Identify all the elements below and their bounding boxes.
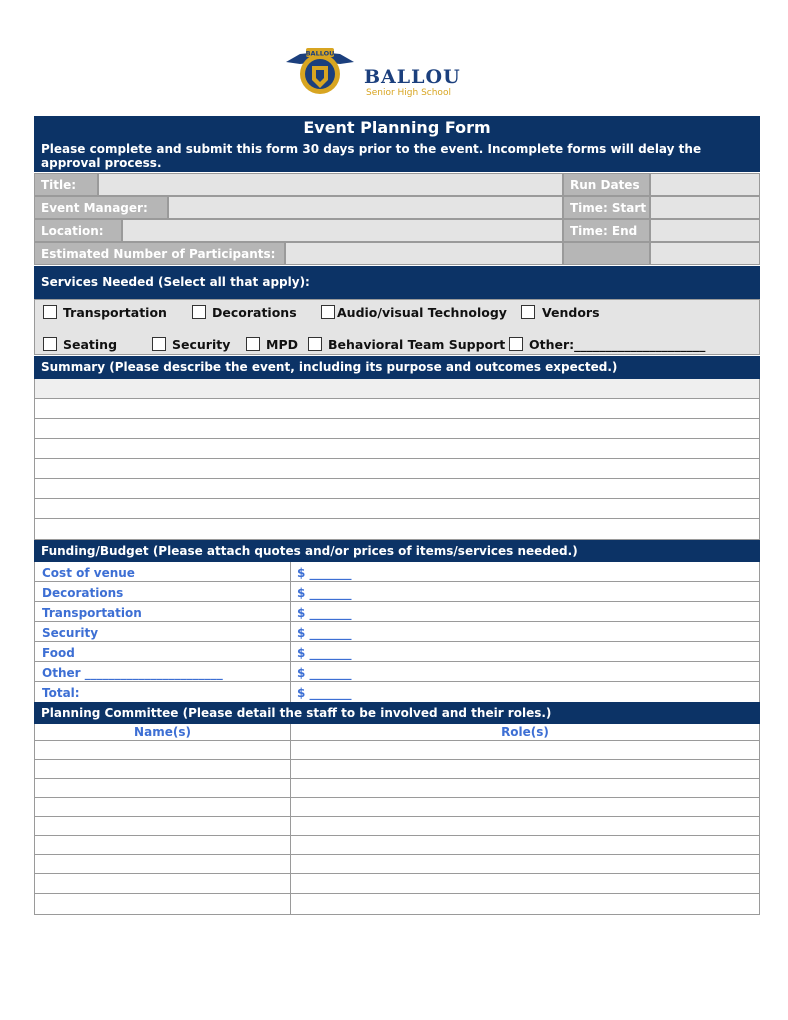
form-instructions: Please complete and submit this form 30 days prior to the event. Incomplete forms will delay the approval process. <box>41 142 702 170</box>
funding-row <box>35 642 759 662</box>
funding-label: Transportation <box>42 606 142 620</box>
funding-amount[interactable]: $ _______ <box>297 646 352 660</box>
committee-row[interactable] <box>35 798 759 817</box>
label-participants: Estimated Number of Participants: <box>34 242 285 265</box>
funding-label: Decorations <box>42 586 124 600</box>
funding-row <box>35 582 759 602</box>
checkbox-behavioral-team[interactable] <box>308 337 322 351</box>
school-logo <box>284 44 494 100</box>
summary-line[interactable] <box>35 459 759 479</box>
committee-row[interactable] <box>35 855 759 874</box>
summary-line[interactable] <box>35 399 759 419</box>
label-event-manager: Event Manager: <box>34 196 168 219</box>
time-start-input[interactable] <box>650 196 760 219</box>
summary-area[interactable] <box>34 379 760 540</box>
checkbox-transportation[interactable] <box>43 305 57 319</box>
committee-row[interactable] <box>35 760 759 779</box>
committee-row[interactable] <box>35 741 759 760</box>
col-names: Name(s) <box>134 725 191 739</box>
logo-name: BALLOU <box>364 66 461 88</box>
label-location: Location: <box>34 219 122 242</box>
funding-amount[interactable]: $ _______ <box>297 606 352 620</box>
funding-row <box>35 562 759 582</box>
summary-line[interactable] <box>35 379 759 399</box>
funding-row <box>35 662 759 682</box>
label-time-start: Time: Start <box>563 196 650 219</box>
committee-row[interactable] <box>35 817 759 836</box>
crest-text: BALLOU <box>305 49 335 58</box>
committee-row[interactable] <box>35 874 759 894</box>
funding-row <box>35 602 759 622</box>
funding-amount[interactable]: $ _______ <box>297 586 352 600</box>
services-heading: Services Needed (Select all that apply): <box>34 266 760 299</box>
option-av-technology: Audio/visual Technology <box>337 305 507 320</box>
funding-label: Total: <box>42 686 80 700</box>
option-seating: Seating <box>63 337 118 352</box>
option-transportation: Transportation <box>63 305 167 320</box>
summary-line[interactable] <box>35 499 759 519</box>
option-mpd: MPD <box>266 337 298 352</box>
label-title: Title: <box>34 173 98 196</box>
funding-row <box>35 622 759 642</box>
event-manager-input[interactable] <box>168 196 563 219</box>
funding-label: Cost of venue <box>42 566 135 580</box>
funding-table <box>34 562 760 702</box>
time-end-input[interactable] <box>650 219 760 242</box>
checkbox-other[interactable] <box>509 337 523 351</box>
form-title: Event Planning Form <box>303 118 491 137</box>
committee-heading: Planning Committee (Please detail the staff to be involved and their roles.) <box>34 702 760 724</box>
committee-table <box>34 724 760 915</box>
checkbox-mpd[interactable] <box>246 337 260 351</box>
summary-line[interactable] <box>35 419 759 439</box>
blank-cell <box>563 242 650 265</box>
committee-row[interactable] <box>35 894 759 914</box>
checkbox-seating[interactable] <box>43 337 57 351</box>
summary-heading: Summary (Please describe the event, including its purpose and outcomes expected.) <box>34 356 760 379</box>
funding-amount[interactable]: $ _______ <box>297 626 352 640</box>
option-decorations: Decorations <box>212 305 297 320</box>
checkbox-decorations[interactable] <box>192 305 206 319</box>
services-panel <box>34 299 760 355</box>
funding-amount[interactable]: $ _______ <box>297 566 352 580</box>
funding-label: Security <box>42 626 99 640</box>
crest-icon <box>284 44 356 100</box>
committee-header-row <box>35 724 759 741</box>
funding-row-total <box>35 682 759 702</box>
funding-amount[interactable]: $ _______ <box>297 686 352 700</box>
committee-row[interactable] <box>35 836 759 855</box>
label-run-dates: Run Dates <box>563 173 650 196</box>
checkbox-av-technology[interactable] <box>321 305 335 319</box>
option-vendors: Vendors <box>542 305 600 320</box>
run-dates-input[interactable] <box>650 173 760 196</box>
option-other: Other:_____________________ <box>529 337 706 352</box>
option-security: Security <box>172 337 231 352</box>
option-behavioral-team: Behavioral Team Support <box>328 337 506 352</box>
checkbox-security[interactable] <box>152 337 166 351</box>
label-time-end: Time: End <box>563 219 650 242</box>
blank-input <box>650 242 760 265</box>
funding-label: Other _______________________ <box>42 666 223 680</box>
summary-line[interactable] <box>35 439 759 459</box>
checkbox-vendors[interactable] <box>521 305 535 319</box>
funding-label: Food <box>42 646 75 660</box>
participants-input[interactable] <box>285 242 563 265</box>
form-header <box>34 116 760 172</box>
funding-heading: Funding/Budget (Please attach quotes and/or prices of items/services needed.) <box>34 540 760 562</box>
title-input[interactable] <box>98 173 563 196</box>
location-input[interactable] <box>122 219 563 242</box>
committee-row[interactable] <box>35 779 759 798</box>
summary-line[interactable] <box>35 479 759 499</box>
col-roles: Role(s) <box>501 725 549 739</box>
logo-subtitle: Senior High School <box>366 88 451 98</box>
funding-amount[interactable]: $ _______ <box>297 666 352 680</box>
